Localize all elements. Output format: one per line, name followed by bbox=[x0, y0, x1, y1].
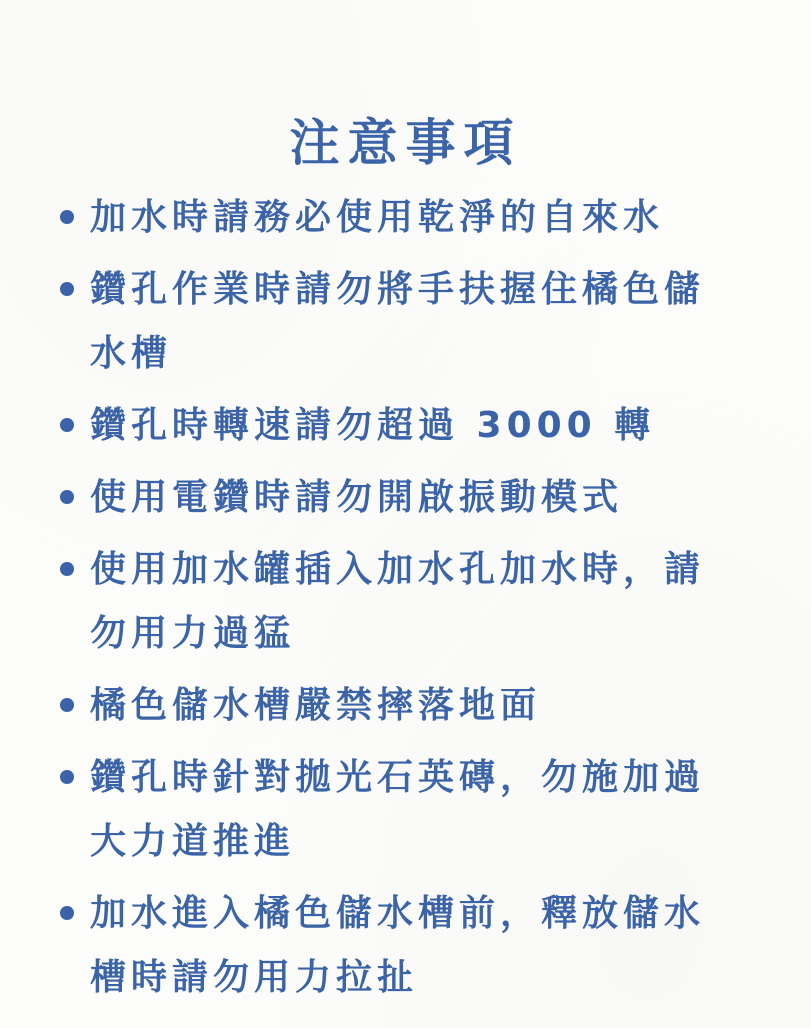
bullet-dot-icon bbox=[60, 210, 74, 224]
bullet-dot-icon bbox=[60, 698, 74, 712]
list-item bbox=[56, 538, 776, 666]
page-title: 注意事項 bbox=[289, 114, 522, 172]
bullet-dot-icon bbox=[60, 418, 74, 432]
bullet-dot-icon bbox=[60, 490, 74, 504]
item-line: 槽時請勿用力拉扯 bbox=[90, 957, 419, 998]
item-line: 使用電鑽時請勿開啟振動模式 bbox=[90, 477, 624, 518]
item-line: 鑽孔作業時請勿將手扶握住橘色儲 bbox=[90, 269, 706, 310]
list-item bbox=[56, 746, 776, 874]
item-line: 加水進入橘色儲水槽前，釋放儲水 bbox=[90, 893, 706, 934]
list-item bbox=[56, 674, 776, 738]
bullet-dot-icon bbox=[60, 770, 74, 784]
bullet-dot-icon bbox=[60, 282, 74, 296]
item-line: 勿用力過猛 bbox=[90, 613, 296, 654]
list-item bbox=[56, 466, 776, 530]
bullet-dot-icon bbox=[60, 562, 74, 576]
item-line: 水槽 bbox=[90, 333, 173, 374]
bullet-dot-icon bbox=[60, 906, 74, 920]
list-item bbox=[56, 258, 776, 386]
item-line: 鑽孔時轉速請勿超過 3000 轉 bbox=[90, 405, 656, 446]
list-item bbox=[56, 186, 776, 250]
item-line: 橘色儲水槽嚴禁摔落地面 bbox=[90, 685, 542, 726]
item-line: 使用加水罐插入加水孔加水時，請 bbox=[90, 549, 706, 590]
item-line: 鑽孔時針對拋光石英磚，勿施加過 bbox=[90, 757, 706, 798]
list-item bbox=[56, 394, 776, 458]
notice-list bbox=[56, 186, 776, 1018]
item-line: 加水時請務必使用乾淨的自來水 bbox=[90, 197, 665, 238]
item-line: 大力道推進 bbox=[90, 821, 296, 862]
list-item bbox=[56, 882, 776, 1010]
